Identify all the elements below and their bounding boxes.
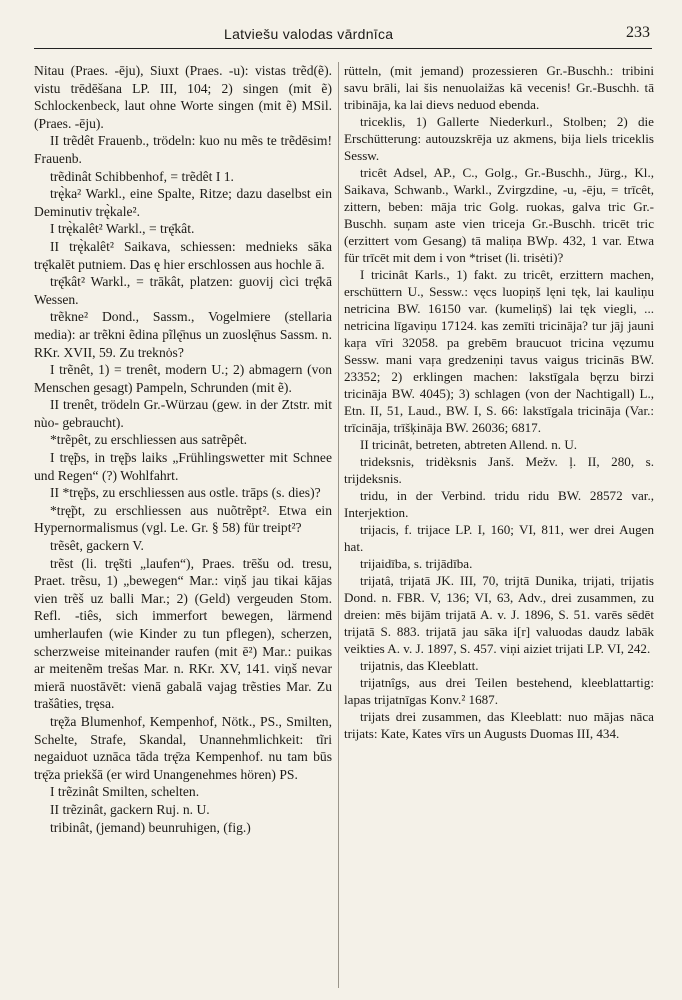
dictionary-entry: *trę̃pt, zu erschliessen aus nuõtrẽpt². Etwa ein Hypernormalismus (vgl. Le. Gr. § 58) für treipt²? [34, 502, 332, 536]
dictionary-entry: II tricinât, betreten, abtreten Allend. n. U. [360, 437, 578, 452]
dictionary-entry: II trẽzinât, gackern Ruj. n. U. [50, 801, 210, 817]
dictionary-entry: trijaidība, s. trijādība. [360, 556, 473, 571]
dictionary-entry: tricêt Adsel, AP., C., Golg., Gr.-Buschh., Jürg., Kl., Saikava, Schwanb., Warkl., Zvirgzdine, -u, -ēju, = trīcêt, zittern, beben: māja tric Golg. ruokas, galva tric Gr.-Buschh. suņam aste vien triceja Gr.-Buschh. tricēt tric (erzittert vom Gesang) tā maliņa BWp. 432, 1 var. Etwa für trīcēt mit dem i von *triset (li. trisėti)? [344, 165, 654, 265]
dictionary-entry: I trẽnêt, 1) = trenêt, modern U.; 2) abmagern (von Menschen gesagt) Pampeln, Schrunden (mit ẽ). [34, 362, 332, 395]
dictionary-entry: II trenêt, trödeln Gr.-Würzau (gew. in der Ztstr. mit nùo- gebraucht). [34, 397, 332, 430]
dictionary-entry: I trę̃ps, in trę̃ps laiks „Frühlingswetter mit Schnee und Regen“ (?) Wohlfahrt. [34, 450, 332, 483]
dictionary-entry: I tricinât Karls., 1) fakt. zu tricêt, erzittern machen, erschüttern U., Sessw.: vęcs luopiņš lęni tęk, lai kauliņu netricina BW. 16150 var. (kumeliņš) lai tęk viegli, ... netricina līgaviņu 17124. kas zemīti tricināja? tur jāj jauni kaŗa vīri 32058. pa grebēm braucuot tricina vęzumu Sessw. mani vaŗa gredzeniņi tavus vaigus tricinās BW. 23352; 2) erklingen machen: lakstīgala bęrzu birzi tricināja BW. 4045); 3) schlagen (von der Nachtigall) L., Etn. II, 51, Laud., BW. I, S. 66: lakstīgala tricināja (Var.: trīcināja, trīšķināja BW. 26036; 6817. [344, 267, 654, 435]
dictionary-entry: II trẽdêt Frauenb., trödeln: kuo nu mẽs te trẽdēsim! Frauenb. [34, 133, 332, 166]
dictionary-entry: trijats drei zusammen, das Kleeblatt: nuo mājas nāca trijats: Kate, Kates vīrs un Augusts Duomas III, 434. [344, 709, 654, 741]
page-header [34, 22, 652, 49]
dictionary-entry: Nitau (Praes. -ēju), Siuxt (Praes. -u): vistas trẽd(ẽ). vistu trēdēšana LP. III, 104; 2) singen (mit ẽ) Schlockenbeck, laut ohne Worte singen (mit ẽ) MSil. (Praes. -ēju). [34, 63, 332, 131]
dictionary-entry: trijacis, f. trijace LP. I, 160; VI, 811, wer drei Augen hat. [344, 522, 654, 554]
dictionary-entry: trę̃za Blumenhof, Kempenhof, Nötk., PS., Smilten, Schelte, Strafe, Skandal, Unannehmlichkeit: tĩri negaiduot uznāca tāda trę̄za Kempenhof. nu tam būs trę̄za priekšā (er wird Unangenehmes hören) PS. [34, 713, 332, 782]
left-column [34, 62, 332, 836]
dictionary-entry: *trẽpêt, zu erschliessen aus satrẽpêt. [50, 432, 248, 448]
dictionary-entry: trẽkne² Dond., Sassm., Vogelmiere (stellaria media): ar trẽkni ẽdina pĩlę̄nus un zuoslę̄nus Sassm. n. RKr. XVII, 59. Zu treknȯs? [34, 309, 332, 360]
dictionary-entry: tribinât, (jemand) beunruhigen, (fig.) [50, 819, 251, 835]
dictionary-entry: II *trę̃ps, zu erschliessen aus ostle. trāps (s. dies)? [50, 485, 321, 501]
dictionary-entry: trideksnis, tridèksnis Janš. Mežv. ļ. II, 280, s. trijdeksnis. [344, 454, 654, 486]
dictionary-entry: II trę̀kalêt² Saikava, schiessen: mednieks sāka trę̄kalēt putniem. Das ę hier erschlossen aus hochle ā. [34, 238, 332, 272]
page-number: 233 [626, 24, 650, 41]
dictionary-entry: trę̀ka² Warkl., eine Spalte, Ritze; dazu daselbst ein Deminutiv trę̀kale². [34, 186, 332, 219]
dictionary-entry: rütteln, (mit jemand) prozessieren Gr.-Buschh.: tribini savu brāli, lai šis nenuolaižas kā vecenis! Gr.-Buschh. tā tribināja, ka lai dievs neduod ebenda. [344, 63, 654, 112]
dictionary-entry: trẽst (li. trę̃sti „laufen“), Praes. trēšu od. tresu, Praet. trẽsu, 1) „bewegen“ Mar.: viņš jau tikai kājas vien trẽš uz balli Mar.; 2) (Geld) vergeuden Stom. Refl. -tiês, sich immerfort bewegen, lärmend umherlaufen (wie Kinder zu tun pflegen), scherzen, scherzweise miteinander raufen (mit ē²) Mar.: puikas ar meitenẽm trešas Mar. n. RKr. XV, 141. viņš nevar mierā nuostāvēt: vienā gabalā vajag trẽsties Mar. Zu trašâties, tręsa. [34, 555, 332, 712]
dictionary-entry: trijatnis, das Kleeblatt. [360, 658, 479, 673]
dictionary-entry: trẽdinât Schibbenhof, = trẽdêt I 1. [50, 168, 234, 184]
dictionary-entry: tridu, in der Verbind. tridu ridu BW. 28572 var., Interjektion. [344, 488, 654, 520]
right-column [344, 62, 654, 742]
header-title: Latviešu valodas vārdnīca [224, 26, 394, 42]
dictionary-entry: trijatnîgs, aus drei Teilen bestehend, kleeblattartig: lapas trijatnīgas Konv.² 1687. [344, 675, 654, 707]
dictionary-entry: triceklis, 1) Gallerte Niederkurl., Stolben; 2) die Erschütterung: autouzskrēja uz akmens, bija liels triceklis Sessw. [344, 114, 654, 163]
column-divider [338, 62, 339, 988]
dictionary-entry: I trẽzinât Smilten, schelten. [50, 784, 200, 800]
dictionary-entry: trę̄kât² Warkl., = trākât, platzen: guovij cìci trę̄kā Wessen. [34, 274, 332, 307]
dictionary-entry: trijatâ, trijatā JK. III, 70, trijtā Dunika, trijati, trijatis Dond. n. FBR. V, 136; VI, 63, Adv., drei zusammen, zu dreien: mēs bijām trijatā A. v. J. 1896, S. 51. varēs sēdēt trijatā S. 883. trijatā jau sāka i[r] valuodas daudz labāk veikties A. v. J. 1897, S. 457. viņi aiziet trijati LP. VI, 242. [344, 573, 654, 656]
dictionary-entry: I trę̀kalêt² Warkl., = trę̄kât. [50, 221, 195, 237]
dictionary-entry: trẽsêt, gackern V. [50, 538, 144, 554]
